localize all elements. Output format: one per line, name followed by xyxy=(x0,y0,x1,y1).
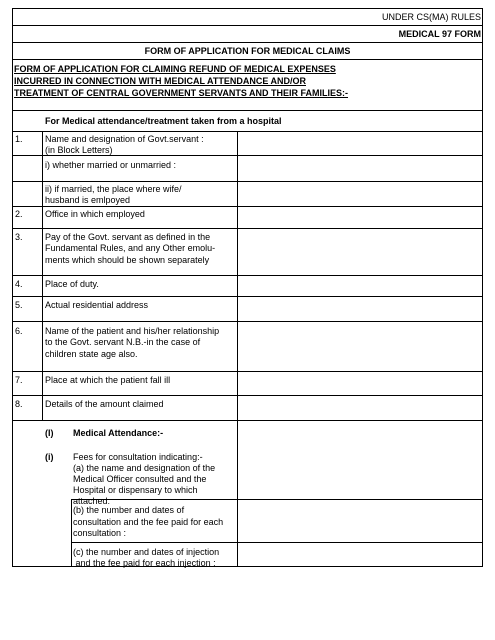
subsection-title: Medical Attendance:- xyxy=(73,428,164,438)
row-label: ii) if married, the place where wife/ xyxy=(45,184,182,194)
item-text: consultation : xyxy=(73,528,127,538)
row-label: Office in which employed xyxy=(45,209,145,219)
row-number: 4. xyxy=(15,279,23,289)
item-text: and the fee paid for each injection : xyxy=(73,558,216,568)
row-label: children state age also. xyxy=(45,349,138,359)
row-number: 7. xyxy=(15,375,23,385)
right-border xyxy=(482,8,483,566)
row-label: Name of the patient and his/her relationship xyxy=(45,326,220,336)
row-label: i) whether married or unmarried : xyxy=(45,160,177,170)
row-number: 2. xyxy=(15,209,23,219)
row-number: 5. xyxy=(15,300,23,310)
row-label: Pay of the Govt. servant as defined in the xyxy=(45,232,211,242)
item-label: (i) xyxy=(45,452,54,462)
item-text: Fees for consultation indicating:- xyxy=(73,452,203,462)
item-text: consultation and the fee paid for each xyxy=(73,517,224,527)
column-divider xyxy=(237,131,238,566)
row-number: 8. xyxy=(15,399,23,409)
item-text: attached: xyxy=(73,496,111,506)
row-label: Place at which the patient fall ill xyxy=(45,375,171,385)
item-text: (a) the name and designation of the xyxy=(73,463,216,473)
heading-line-2: INCURRED IN CONNECTION WITH MEDICAL ATTENDANCE AND/OR xyxy=(14,76,306,86)
row-label: Actual residential address xyxy=(45,300,149,310)
row-label: Name and designation of Govt.servant : xyxy=(45,134,204,144)
item-text: (b) the number and dates of xyxy=(73,505,185,515)
item-text: (c) the number and dates of injection xyxy=(73,547,220,557)
row-label: ments which should be shown separately xyxy=(45,255,210,265)
row-number: 6. xyxy=(15,326,23,336)
row-label: (in Block Letters) xyxy=(45,145,113,155)
form-title: FORM OF APPLICATION FOR MEDICAL CLAIMS xyxy=(144,46,351,56)
subsection-label: (I) xyxy=(45,428,54,438)
row-number: 1. xyxy=(15,134,23,144)
left-border xyxy=(12,8,13,566)
item-text: Medical Officer consulted and the xyxy=(73,474,207,484)
heading-line-1: FORM OF APPLICATION FOR CLAIMING REFUND OF MEDICAL EXPENSES xyxy=(14,64,336,74)
form-number: MEDICAL 97 FORM xyxy=(398,29,481,39)
row-label: husband is emlpoyed xyxy=(45,195,131,205)
item-text: Hospital or dispensary to which xyxy=(73,485,198,495)
row-label: Place of duty. xyxy=(45,279,99,289)
heading-line-3: TREATMENT OF CENTRAL GOVERNMENT SERVANTS AND THEIR FAMILIES:- xyxy=(14,88,349,98)
section-title: For Medical attendance/treatment taken from a hospital xyxy=(45,116,282,126)
row-label: Fundamental Rules, and any Other emolu- xyxy=(45,243,216,253)
row-label: Details of the amount claimed xyxy=(45,399,164,409)
row-label: to the Govt. servant N.B.-in the case of xyxy=(45,337,201,347)
row-number: 3. xyxy=(15,232,23,242)
rules-reference: UNDER CS(MA) RULES xyxy=(381,12,481,22)
